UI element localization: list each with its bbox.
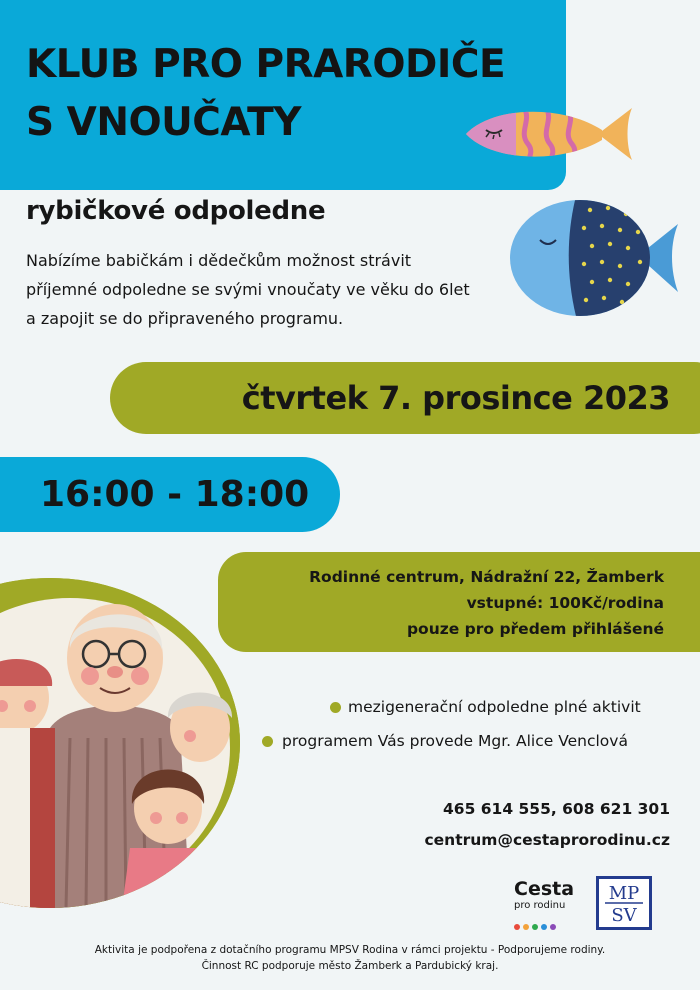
list-item [262, 728, 692, 762]
cesta-logo-dots [514, 915, 580, 921]
family-illustration [0, 578, 240, 908]
footer-line: Aktivita je podpořena z dotačního programu MPSV Rodina v rámci projektu - Podporujeme rodiny. [94, 944, 606, 956]
title-line-2: S VNOUČATY [26, 100, 301, 145]
footer-line: Činnost RC podporuje město Žamberk a Pardubický kraj. [201, 960, 499, 972]
dotted-fish-icon [506, 196, 682, 324]
mpsv-logo [596, 876, 652, 930]
list-item-text: mezigenerační odpoledne plné aktivit [348, 698, 641, 716]
intro-line: a zapojit se do připraveného programu. [26, 309, 344, 328]
bullet-dot-icon [262, 736, 273, 747]
mpsv-logo-bottom: SV [611, 905, 637, 926]
page-title [26, 36, 505, 152]
bullet-dot-icon [330, 702, 341, 713]
title-line-1: KLUB PRO PRARODIČE [26, 42, 506, 87]
event-date: čtvrtek 7. prosince 2023 [241, 379, 670, 417]
mpsv-logo-mark [599, 879, 649, 927]
event-time: 16:00 - 18:00 [40, 474, 310, 515]
list-item-text: programem Vás provede Mgr. Alice Venclová [282, 732, 628, 750]
family-illustration-art [0, 578, 240, 908]
mpsv-logo-top: MP [608, 883, 640, 904]
striped-fish-icon [462, 100, 638, 168]
contact-phones: 465 614 555, 608 621 301 [443, 800, 670, 818]
venue-registration: pouze pro předem přihlášené [406, 620, 664, 638]
contact-info [330, 794, 670, 856]
venue-address: Rodinné centrum, Nádražní 22, Žamberk [309, 568, 664, 586]
list-item [262, 694, 692, 728]
footer-note [0, 942, 700, 974]
event-subtitle: rybičkové odpoledne [26, 196, 326, 226]
feature-list [262, 694, 692, 762]
cesta-logo-word: Cesta [514, 878, 575, 900]
intro-text [26, 246, 516, 333]
cesta-pro-rodinu-logo [514, 878, 580, 921]
intro-line: příjemné odpoledne se svými vnoučaty ve věku do 6let [26, 280, 470, 299]
intro-line: Nabízíme babičkám i dědečkům možnost strávit [26, 251, 412, 270]
venue-info [240, 564, 664, 642]
venue-fee: vstupné: 100Kč/rodina [466, 594, 664, 612]
contact-email[interactable]: centrum@cestaprorodinu.cz [424, 831, 670, 849]
cesta-logo-sub: pro rodinu [514, 900, 566, 911]
